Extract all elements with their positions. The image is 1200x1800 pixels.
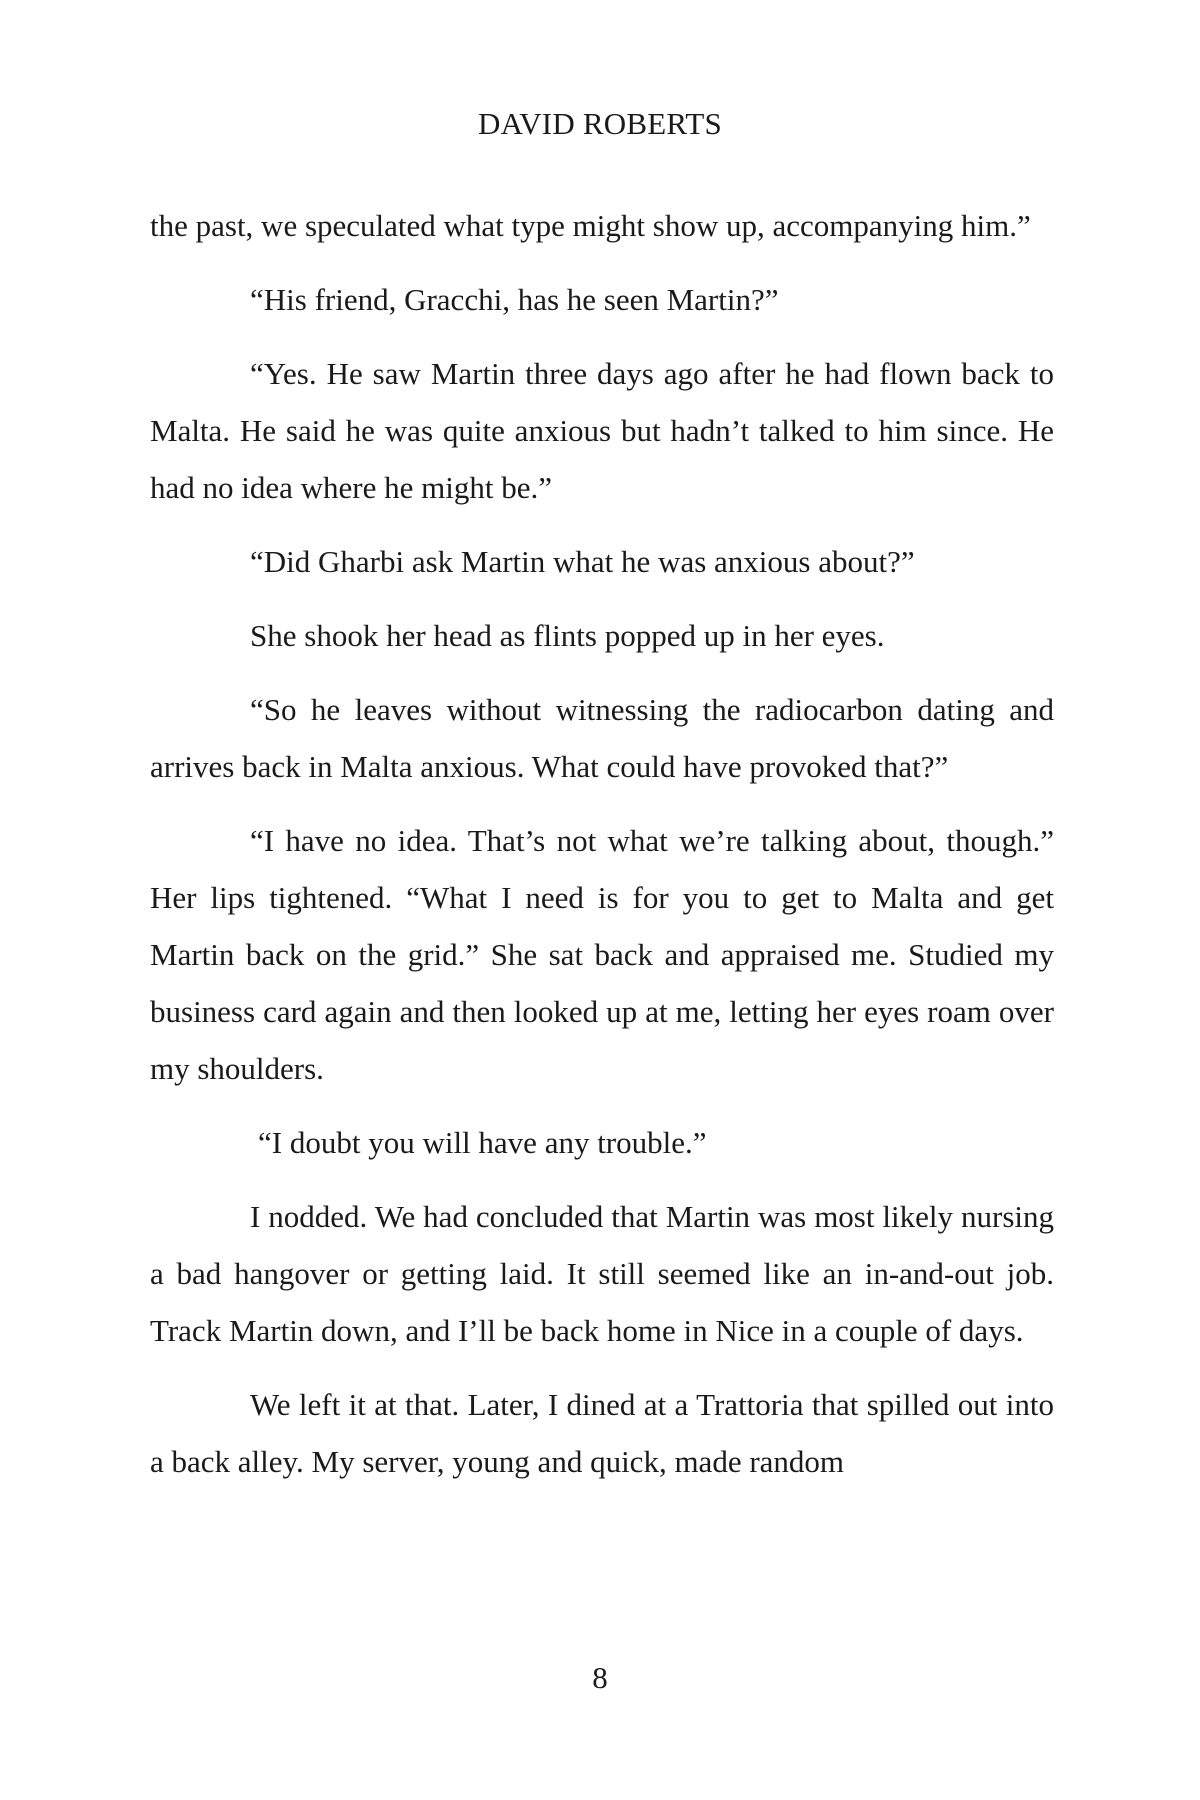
running-header: DAVID ROBERTS [478, 106, 722, 141]
paragraph-7: “I have no idea. That’s not what we’re talking about, though.” Her lips tightened. “What I need is for you to get to Malta and get Martin back on the grid.” She sat back and appraised me. Studied my business card again and then looked up at me, letting her eyes roam over my shoulders. [150, 823, 1054, 1086]
page-number: 8 [592, 1660, 608, 1695]
paragraph-4: “Did Gharbi ask Martin what he was anxious about?” [250, 544, 915, 579]
paragraph-8: “I doubt you will have any trouble.” [258, 1125, 707, 1160]
body-text [150, 197, 1054, 1507]
paragraph-10: We left it at that. Later, I dined at a Trattoria that spilled out into a back alley. My server, young and quick, made random [150, 1387, 1054, 1479]
paragraph-6: “So he leaves without witnessing the radiocarbon dating and arrives back in Malta anxious. What could have provoked that?” [150, 692, 1054, 784]
paragraph-9: I nodded. We had concluded that Martin was most likely nursing a bad hangover or getting laid. It still seemed like an in-and-out job. Track Martin down, and I’ll be back home in Nice in a couple of days. [150, 1199, 1054, 1348]
paragraph-5: She shook her head as flints popped up in her eyes. [250, 618, 885, 653]
paragraph-3: “Yes. He saw Martin three days ago after he had flown back to Malta. He said he was quite anxious but hadn’t talked to him since. He had no idea where he might be.” [150, 356, 1054, 505]
paragraph-2: “His friend, Gracchi, has he seen Martin?” [250, 282, 779, 317]
paragraph-1: the past, we speculated what type might show up, accompanying him.” [150, 208, 1031, 243]
